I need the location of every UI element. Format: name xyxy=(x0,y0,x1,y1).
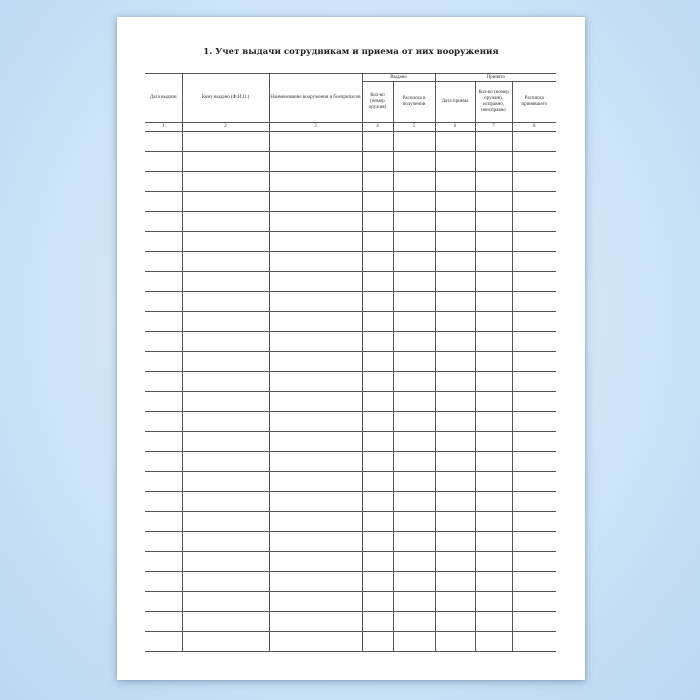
header-receipt-date: Дата приема xyxy=(435,82,475,123)
table-cell xyxy=(475,332,512,352)
table-cell xyxy=(435,132,475,152)
table-cell xyxy=(145,412,182,432)
header-received-signature: Расписка принявшего xyxy=(512,82,556,123)
table-cell xyxy=(145,352,182,372)
table-cell xyxy=(393,452,435,472)
table-cell xyxy=(393,172,435,192)
table-cell xyxy=(435,152,475,172)
table-cell xyxy=(393,352,435,372)
table-cell xyxy=(145,212,182,232)
table-cell xyxy=(362,552,393,572)
table-cell xyxy=(435,172,475,192)
table-cell xyxy=(475,272,512,292)
table-cell xyxy=(362,132,393,152)
table-cell xyxy=(269,352,362,372)
table-cell xyxy=(362,612,393,632)
header-issued-to: Кому выдано (Ф.И.О.) xyxy=(182,74,269,123)
table-cell xyxy=(475,252,512,272)
table-cell xyxy=(145,452,182,472)
table-cell xyxy=(512,172,556,192)
table-cell xyxy=(269,592,362,612)
table-cell xyxy=(145,152,182,172)
table-cell xyxy=(475,512,512,532)
table-cell xyxy=(362,572,393,592)
table-cell xyxy=(475,432,512,452)
table-cell xyxy=(435,372,475,392)
table-cell xyxy=(435,432,475,452)
table-cell xyxy=(362,632,393,652)
table-cell xyxy=(512,332,556,352)
table-cell xyxy=(362,352,393,372)
table-cell xyxy=(145,552,182,572)
table-cell xyxy=(269,232,362,252)
column-number: 8 xyxy=(512,123,556,132)
table-cell xyxy=(269,332,362,352)
table-cell xyxy=(512,512,556,532)
table-cell xyxy=(269,572,362,592)
table-cell xyxy=(362,232,393,252)
table-cell xyxy=(475,412,512,432)
table-cell xyxy=(393,612,435,632)
table-cell xyxy=(145,472,182,492)
table-cell xyxy=(182,612,269,632)
table-row xyxy=(145,192,556,212)
table-cell xyxy=(269,272,362,292)
table-cell xyxy=(145,252,182,272)
table-cell xyxy=(182,292,269,312)
table-cell xyxy=(362,452,393,472)
table-cell xyxy=(475,372,512,392)
header-issue-date: Дата выдачи xyxy=(145,74,182,123)
table-cell xyxy=(145,332,182,352)
table-cell xyxy=(435,392,475,412)
table-row xyxy=(145,292,556,312)
table-cell xyxy=(269,632,362,652)
table-cell xyxy=(145,572,182,592)
table-cell xyxy=(512,552,556,572)
table-cell xyxy=(393,192,435,212)
form-page xyxy=(117,17,585,680)
table-cell xyxy=(435,552,475,572)
table-cell xyxy=(393,632,435,652)
table-cell xyxy=(435,292,475,312)
table-cell xyxy=(393,512,435,532)
table-cell xyxy=(269,172,362,192)
table-cell xyxy=(182,452,269,472)
table-cell xyxy=(393,312,435,332)
table-row xyxy=(145,512,556,532)
table-cell xyxy=(362,272,393,292)
table-row xyxy=(145,392,556,412)
table-cell xyxy=(145,232,182,252)
table-cell xyxy=(475,392,512,412)
table-cell xyxy=(182,192,269,212)
table-cell xyxy=(512,372,556,392)
table-cell xyxy=(182,132,269,152)
table-cell xyxy=(145,172,182,192)
table-cell xyxy=(512,312,556,332)
form-title: 1. Учет выдачи сотрудникам и приема от них вооружения xyxy=(203,47,499,57)
table-cell xyxy=(145,392,182,412)
table-cell xyxy=(393,132,435,152)
table-cell xyxy=(475,152,512,172)
column-number: 1 xyxy=(145,123,182,132)
table-cell xyxy=(145,632,182,652)
table-cell xyxy=(512,592,556,612)
table-cell xyxy=(475,172,512,192)
table-cell xyxy=(182,432,269,452)
table-cell xyxy=(362,172,393,192)
table-cell xyxy=(512,152,556,172)
table-row xyxy=(145,272,556,292)
table-cell xyxy=(393,412,435,432)
table-cell xyxy=(475,352,512,372)
table-cell xyxy=(435,572,475,592)
table-cell xyxy=(512,632,556,652)
table-cell xyxy=(512,532,556,552)
table-cell xyxy=(435,512,475,532)
table-cell xyxy=(512,252,556,272)
table-cell xyxy=(269,132,362,152)
table-cell xyxy=(512,392,556,412)
table-cell xyxy=(269,312,362,332)
column-number: 2 xyxy=(182,123,269,132)
table-cell xyxy=(145,272,182,292)
table-cell xyxy=(475,632,512,652)
table-cell xyxy=(182,512,269,532)
table-cell xyxy=(475,192,512,212)
table-row xyxy=(145,212,556,232)
table-cell xyxy=(362,412,393,432)
table-cell xyxy=(362,332,393,352)
table-row xyxy=(145,152,556,172)
table-cell xyxy=(145,432,182,452)
table-cell xyxy=(393,272,435,292)
table-row xyxy=(145,572,556,592)
table-cell xyxy=(269,152,362,172)
table-cell xyxy=(475,532,512,552)
table-cell xyxy=(182,372,269,392)
table-cell xyxy=(435,232,475,252)
table-cell xyxy=(182,152,269,172)
table-cell xyxy=(512,292,556,312)
header-group-received: Принято xyxy=(435,74,556,82)
table-cell xyxy=(362,312,393,332)
column-number: 6 xyxy=(435,123,475,132)
table-cell xyxy=(475,232,512,252)
table-cell xyxy=(512,572,556,592)
table-cell xyxy=(435,532,475,552)
column-number: 3 xyxy=(269,123,362,132)
table-cell xyxy=(475,472,512,492)
table-cell xyxy=(435,412,475,432)
table-row xyxy=(145,252,556,272)
table-cell xyxy=(182,272,269,292)
table-cell xyxy=(393,372,435,392)
table-row xyxy=(145,372,556,392)
table-cell xyxy=(512,472,556,492)
table-cell xyxy=(269,512,362,532)
table-cell xyxy=(512,432,556,452)
table-cell xyxy=(393,592,435,612)
table-row xyxy=(145,612,556,632)
table-cell xyxy=(393,392,435,412)
table-cell xyxy=(182,172,269,192)
table-cell xyxy=(393,232,435,252)
table-cell xyxy=(435,212,475,232)
table-cell xyxy=(512,232,556,252)
table-cell xyxy=(393,212,435,232)
table-cell xyxy=(512,132,556,152)
table-cell xyxy=(145,132,182,152)
table-cell xyxy=(362,292,393,312)
column-number: 7 xyxy=(475,123,512,132)
table-cell xyxy=(435,192,475,212)
table-cell xyxy=(475,312,512,332)
table-cell xyxy=(362,492,393,512)
table-cell xyxy=(145,492,182,512)
table-cell xyxy=(269,372,362,392)
table-cell xyxy=(512,612,556,632)
table-cell xyxy=(269,412,362,432)
table-cell xyxy=(435,252,475,272)
table-cell xyxy=(182,212,269,232)
table-cell xyxy=(362,392,393,412)
weapons-ledger-table xyxy=(145,73,556,652)
table-cell xyxy=(475,492,512,512)
table-cell xyxy=(269,492,362,512)
table-cell xyxy=(435,632,475,652)
header-issued-qty: Кол-во (номер оружия) xyxy=(362,82,393,123)
table-cell xyxy=(362,192,393,212)
table-cell xyxy=(269,452,362,472)
table-cell xyxy=(145,512,182,532)
table-cell xyxy=(435,472,475,492)
table-cell xyxy=(512,452,556,472)
table-cell xyxy=(435,452,475,472)
table-cell xyxy=(475,572,512,592)
table-cell xyxy=(362,592,393,612)
table-cell xyxy=(475,552,512,572)
table-cell xyxy=(145,292,182,312)
table-cell xyxy=(362,432,393,452)
table-cell xyxy=(362,252,393,272)
table-cell xyxy=(269,472,362,492)
table-cell xyxy=(182,312,269,332)
table-cell xyxy=(435,612,475,632)
table-cell xyxy=(475,612,512,632)
table-row xyxy=(145,312,556,332)
table-cell xyxy=(475,132,512,152)
table-cell xyxy=(182,552,269,572)
table-cell xyxy=(182,632,269,652)
table-cell xyxy=(393,152,435,172)
table-cell xyxy=(145,592,182,612)
header-received-qty: Кол-во (номер оружия), исправно, неисправно xyxy=(475,82,512,123)
table-cell xyxy=(512,272,556,292)
table-cell xyxy=(475,592,512,612)
table-cell xyxy=(512,492,556,512)
table-cell xyxy=(393,572,435,592)
table-row xyxy=(145,452,556,472)
table-cell xyxy=(269,552,362,572)
table-cell xyxy=(435,312,475,332)
table-cell xyxy=(435,492,475,512)
table-row xyxy=(145,492,556,512)
table-cell xyxy=(269,532,362,552)
table-row xyxy=(145,172,556,192)
table-row xyxy=(145,632,556,652)
table-cell xyxy=(145,612,182,632)
table-cell xyxy=(362,372,393,392)
table-cell xyxy=(269,292,362,312)
table-cell xyxy=(362,152,393,172)
table-cell xyxy=(393,292,435,312)
table-cell xyxy=(435,272,475,292)
header-group-issued: Выдано xyxy=(362,74,435,82)
table-cell xyxy=(182,532,269,552)
table-cell xyxy=(182,392,269,412)
table-cell xyxy=(182,492,269,512)
table-cell xyxy=(269,212,362,232)
table-cell xyxy=(269,392,362,412)
table-cell xyxy=(475,292,512,312)
table-cell xyxy=(435,352,475,372)
table-cell xyxy=(182,252,269,272)
table-cell xyxy=(145,192,182,212)
table-row xyxy=(145,232,556,252)
table-cell xyxy=(362,212,393,232)
table-cell xyxy=(362,512,393,532)
table-cell xyxy=(512,412,556,432)
table-row xyxy=(145,432,556,452)
table-cell xyxy=(145,312,182,332)
table-cell xyxy=(182,592,269,612)
table-cell xyxy=(435,332,475,352)
table-cell xyxy=(512,352,556,372)
table-cell xyxy=(393,472,435,492)
table-cell xyxy=(362,472,393,492)
table-cell xyxy=(182,412,269,432)
ledger-body xyxy=(145,132,556,652)
table-cell xyxy=(435,592,475,612)
table-cell xyxy=(182,572,269,592)
header-weapon-name: Наименование вооружения и боеприпасов xyxy=(269,74,362,123)
table-cell xyxy=(269,252,362,272)
table-cell xyxy=(269,432,362,452)
table-row xyxy=(145,532,556,552)
table-cell xyxy=(393,552,435,572)
table-cell xyxy=(269,192,362,212)
table-cell xyxy=(145,372,182,392)
column-number: 5 xyxy=(393,123,435,132)
table-cell xyxy=(512,192,556,212)
table-cell xyxy=(182,332,269,352)
table-row xyxy=(145,332,556,352)
table-cell xyxy=(362,532,393,552)
column-number: 4 xyxy=(362,123,393,132)
table-cell xyxy=(182,472,269,492)
table-row xyxy=(145,472,556,492)
table-cell xyxy=(182,232,269,252)
header-issued-signature: Расписка в получении xyxy=(393,82,435,123)
table-row xyxy=(145,132,556,152)
table-cell xyxy=(182,352,269,372)
table-cell xyxy=(512,212,556,232)
table-cell xyxy=(393,492,435,512)
table-row xyxy=(145,412,556,432)
table-row xyxy=(145,592,556,612)
table-cell xyxy=(393,432,435,452)
table-cell xyxy=(269,612,362,632)
table-cell xyxy=(475,212,512,232)
table-row xyxy=(145,552,556,572)
table-row xyxy=(145,352,556,372)
table-cell xyxy=(393,532,435,552)
table-cell xyxy=(475,452,512,472)
table-cell xyxy=(145,532,182,552)
table-cell xyxy=(393,252,435,272)
table-cell xyxy=(393,332,435,352)
